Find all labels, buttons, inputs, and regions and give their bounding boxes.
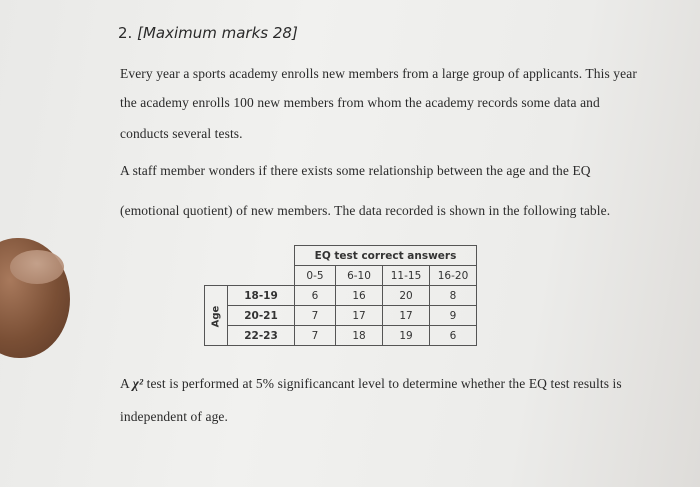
age-group: 22-23 bbox=[228, 326, 295, 346]
paragraph-line-2: the academy enrolls 100 new members from whom the academy records some data and bbox=[120, 95, 600, 110]
column-header: 6-10 bbox=[336, 266, 383, 286]
table-cell: 20 bbox=[383, 286, 430, 306]
table-cell: 18 bbox=[336, 326, 383, 346]
table-cell: 16 bbox=[336, 286, 383, 306]
thumbnail-nail bbox=[10, 250, 64, 284]
paragraph-line-5: (emotional quotient) of new members. The data recorded is shown in the following table. bbox=[120, 203, 611, 218]
paragraph-line-6-rest: test is performed at 5% significancant level to determine whether the EQ test results is bbox=[143, 376, 622, 391]
column-header: 16-20 bbox=[430, 266, 477, 286]
paragraph-line-7: independent of age. bbox=[120, 409, 228, 424]
question-number: 2. bbox=[118, 24, 133, 42]
table-cell: 6 bbox=[430, 326, 477, 346]
table-cell: 7 bbox=[295, 326, 336, 346]
age-group: 18-19 bbox=[228, 286, 295, 306]
column-header: 11-15 bbox=[383, 266, 430, 286]
table-row bbox=[205, 326, 477, 346]
table-cell: 9 bbox=[430, 306, 477, 326]
table-row bbox=[205, 306, 477, 326]
table-cell: 17 bbox=[383, 306, 430, 326]
paragraph-line-3: conducts several tests. bbox=[120, 126, 243, 141]
question-heading bbox=[118, 24, 298, 42]
age-group: 20-21 bbox=[228, 306, 295, 326]
eq-age-table bbox=[204, 245, 477, 346]
paragraph-line-6-start: A bbox=[120, 376, 133, 391]
age-label: Age bbox=[210, 305, 222, 327]
paragraph-line-1: Every year a sports academy enrolls new members from a large group of applicants. This year bbox=[120, 66, 637, 81]
table-cell: 8 bbox=[430, 286, 477, 306]
age-label-cell bbox=[205, 286, 228, 346]
paragraph-line-4: A staff member wonders if there exists some relationship between the age and the EQ bbox=[120, 163, 591, 178]
table-cell: 7 bbox=[295, 306, 336, 326]
chi-squared-symbol: χ² bbox=[132, 376, 144, 391]
table-header: EQ test correct answers bbox=[295, 246, 477, 266]
question-marks: [Maximum marks 28] bbox=[137, 24, 298, 42]
table-row bbox=[205, 286, 477, 306]
table-cell: 6 bbox=[295, 286, 336, 306]
table-cell: 19 bbox=[383, 326, 430, 346]
table-cell: 17 bbox=[336, 306, 383, 326]
column-header: 0-5 bbox=[295, 266, 336, 286]
paragraph-line-6 bbox=[120, 376, 622, 392]
